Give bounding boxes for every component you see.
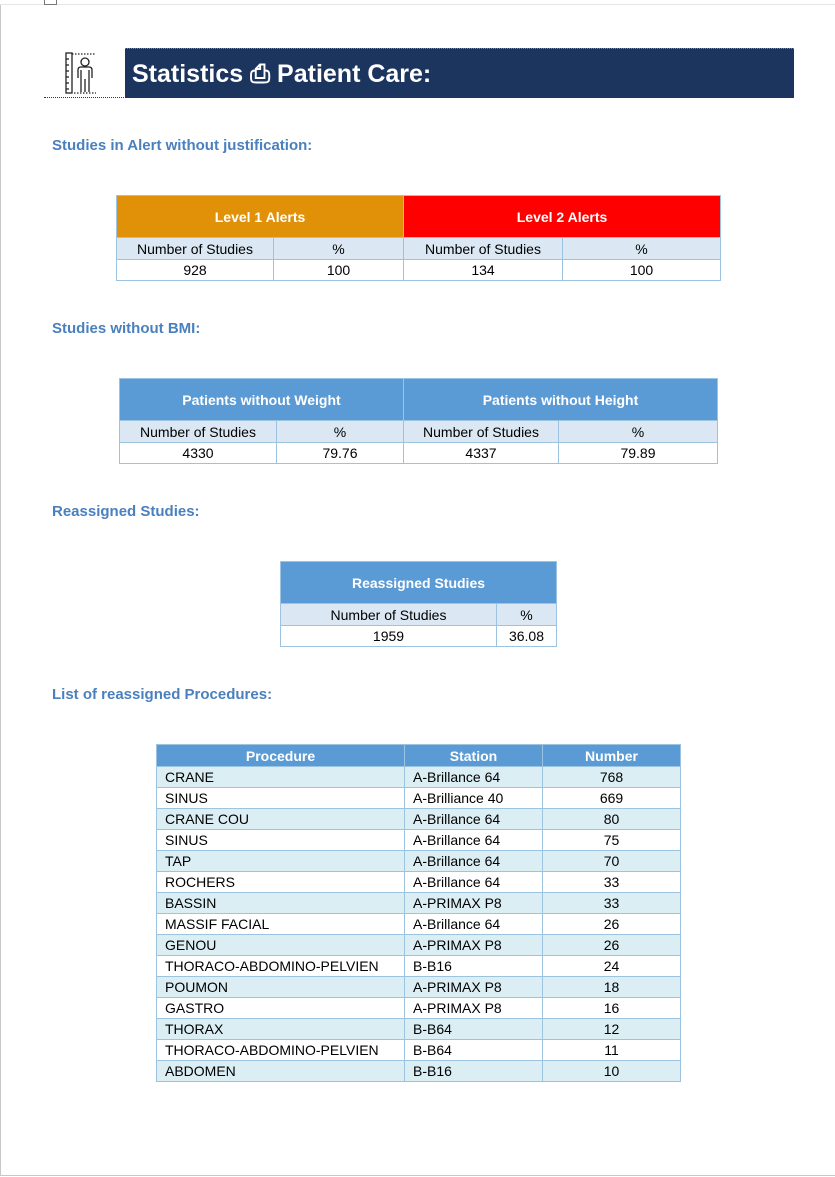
- header-underline: [44, 97, 126, 98]
- col-number-of-studies: Number of Studies: [281, 604, 497, 626]
- station-cell: B-B16: [405, 956, 543, 977]
- number-cell: 768: [543, 767, 681, 788]
- procedure-cell: ABDOMEN: [157, 1061, 405, 1082]
- table-row: [157, 935, 681, 956]
- alerts-table: [116, 195, 721, 281]
- station-cell: A-Brillance 64: [405, 830, 543, 851]
- table-row: [157, 1061, 681, 1082]
- level1-percent: 100: [274, 260, 404, 281]
- procedure-cell: CRANE COU: [157, 809, 405, 830]
- procedure-cell: POUMON: [157, 977, 405, 998]
- number-cell: 16: [543, 998, 681, 1019]
- col-number-of-studies: Number of Studies: [404, 421, 559, 443]
- station-cell: A-Brillance 64: [405, 872, 543, 893]
- col-percent: %: [497, 604, 557, 626]
- table-row: [157, 914, 681, 935]
- number-cell: 70: [543, 851, 681, 872]
- station-cell: A-PRIMAX P8: [405, 998, 543, 1019]
- col-percent: %: [274, 238, 404, 260]
- procedure-cell: SINUS: [157, 830, 405, 851]
- table-row: [157, 1019, 681, 1040]
- height-percent: 79.89: [559, 443, 718, 464]
- level2-count: 134: [404, 260, 563, 281]
- table-row: [157, 830, 681, 851]
- number-cell: 11: [543, 1040, 681, 1061]
- col-procedure: Procedure: [157, 745, 405, 767]
- reassigned-percent: 36.08: [497, 626, 557, 647]
- reassigned-studies-header: Reassigned Studies: [281, 562, 557, 604]
- col-percent: %: [277, 421, 404, 443]
- level1-count: 928: [117, 260, 274, 281]
- table-row: [157, 788, 681, 809]
- col-station: Station: [405, 745, 543, 767]
- bmi-table: [119, 378, 718, 464]
- reassigned-table: [280, 561, 557, 647]
- station-cell: A-Brillance 64: [405, 851, 543, 872]
- col-number-of-studies: Number of Studies: [120, 421, 277, 443]
- procedure-cell: GASTRO: [157, 998, 405, 1019]
- table-row: [157, 1040, 681, 1061]
- without-weight-header: Patients without Weight: [120, 379, 404, 421]
- procedure-cell: TAP: [157, 851, 405, 872]
- station-cell: A-PRIMAX P8: [405, 893, 543, 914]
- procedure-cell: GENOU: [157, 935, 405, 956]
- table-row: [157, 998, 681, 1019]
- patient-measure-icon: [64, 48, 98, 96]
- col-number-of-studies: Number of Studies: [117, 238, 274, 260]
- station-cell: A-Brillance 64: [405, 914, 543, 935]
- procedure-cell: SINUS: [157, 788, 405, 809]
- number-cell: 75: [543, 830, 681, 851]
- station-cell: A-PRIMAX P8: [405, 935, 543, 956]
- table-row: [157, 767, 681, 788]
- col-number-of-studies: Number of Studies: [404, 238, 563, 260]
- number-cell: 26: [543, 935, 681, 956]
- section-title-reassigned: Reassigned Studies:: [52, 503, 200, 520]
- table-row: [157, 851, 681, 872]
- number-cell: 33: [543, 872, 681, 893]
- station-cell: B-B64: [405, 1040, 543, 1061]
- page-top-edge: [0, 4, 835, 5]
- level2-percent: 100: [563, 260, 721, 281]
- page-left-edge: [0, 5, 1, 1175]
- procedure-cell: THORACO-ABDOMINO-PELVIEN: [157, 956, 405, 977]
- reassigned-count: 1959: [281, 626, 497, 647]
- station-cell: A-Brillance 64: [405, 809, 543, 830]
- col-number: Number: [543, 745, 681, 767]
- weight-percent: 79.76: [277, 443, 404, 464]
- level2-alerts-header: Level 2 Alerts: [404, 196, 721, 238]
- number-cell: 12: [543, 1019, 681, 1040]
- procedure-cell: BASSIN: [157, 893, 405, 914]
- procedure-cell: ROCHERS: [157, 872, 405, 893]
- number-cell: 669: [543, 788, 681, 809]
- section-title-bmi: Studies without BMI:: [52, 320, 201, 337]
- station-cell: A-Brillance 64: [405, 767, 543, 788]
- number-cell: 33: [543, 893, 681, 914]
- section-title-alerts: Studies in Alert without justification:: [52, 137, 313, 154]
- number-cell: 24: [543, 956, 681, 977]
- number-cell: 80: [543, 809, 681, 830]
- weight-count: 4330: [120, 443, 277, 464]
- number-cell: 26: [543, 914, 681, 935]
- page-corner-mark: [44, 0, 57, 5]
- station-cell: A-PRIMAX P8: [405, 977, 543, 998]
- number-cell: 10: [543, 1061, 681, 1082]
- table-row: [157, 956, 681, 977]
- level1-alerts-header: Level 1 Alerts: [117, 196, 404, 238]
- procedure-cell: CRANE: [157, 767, 405, 788]
- col-percent: %: [559, 421, 718, 443]
- page-bottom-edge: [0, 1175, 835, 1176]
- procedure-cell: THORACO-ABDOMINO-PELVIEN: [157, 1040, 405, 1061]
- procedure-cell: THORAX: [157, 1019, 405, 1040]
- station-cell: A-Brilliance 40: [405, 788, 543, 809]
- number-cell: 18: [543, 977, 681, 998]
- station-cell: B-B64: [405, 1019, 543, 1040]
- table-row: [157, 893, 681, 914]
- table-row: [157, 977, 681, 998]
- col-percent: %: [563, 238, 721, 260]
- table-row: [157, 809, 681, 830]
- height-count: 4337: [404, 443, 559, 464]
- section-title-procedures: List of reassigned Procedures:: [52, 686, 273, 703]
- station-cell: B-B16: [405, 1061, 543, 1082]
- without-height-header: Patients without Height: [404, 379, 718, 421]
- table-row: [157, 872, 681, 893]
- procedures-table: [156, 744, 681, 1082]
- page-title: Statistics ⎙ Patient Care:: [125, 48, 794, 98]
- procedure-cell: MASSIF FACIAL: [157, 914, 405, 935]
